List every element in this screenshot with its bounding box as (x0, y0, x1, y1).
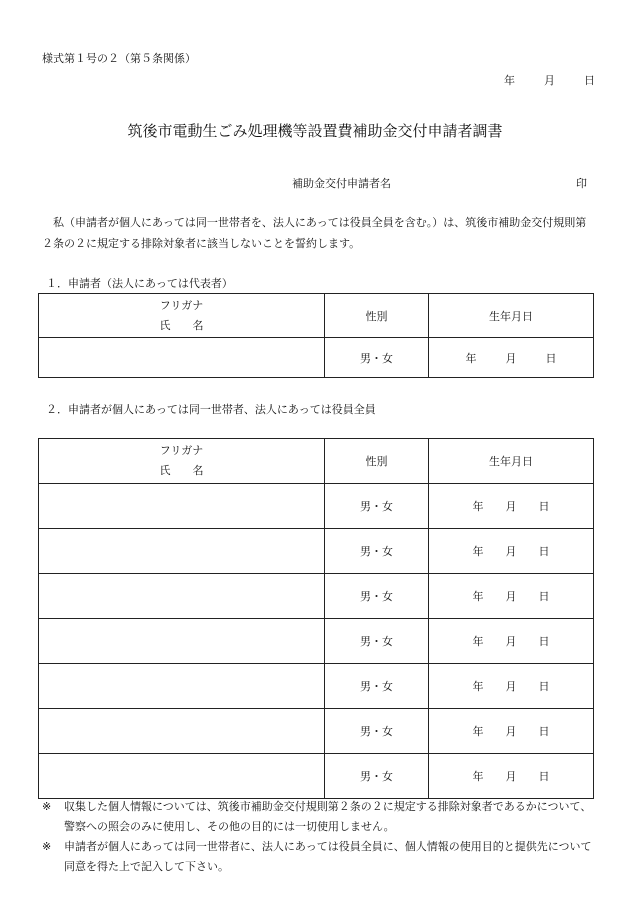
dob-year: 年 (472, 590, 484, 603)
member-dob[interactable] (429, 709, 594, 754)
dob-year: 年 (472, 545, 484, 558)
date-header (504, 72, 595, 88)
dob-year: 年 (465, 351, 477, 365)
member-name-cell[interactable] (39, 484, 325, 529)
header-dob-label: 生年月日 (429, 439, 594, 484)
header-name-cell (39, 294, 325, 338)
applicant-gender[interactable]: 男・女 (325, 338, 429, 378)
member-name-cell[interactable] (39, 664, 325, 709)
member-name-cell[interactable] (39, 529, 325, 574)
household-table (38, 438, 594, 799)
dob-day: 日 (538, 725, 550, 738)
member-dob[interactable] (429, 574, 594, 619)
table-row (39, 619, 594, 664)
header-gender-label: 性別 (325, 439, 429, 484)
member-name-cell[interactable] (39, 574, 325, 619)
section1-heading: １．申請者（法人にあっては代表者） (46, 277, 233, 290)
member-dob[interactable] (429, 619, 594, 664)
furigana-label: フリガナ (159, 444, 204, 457)
dob-month: 月 (505, 725, 517, 738)
member-gender[interactable]: 男・女 (325, 574, 429, 619)
declaration-text: 私（申請者が個人にあっては同一世帯者を、法人にあっては役員全員を含む。）は、筑後市補助金交付規則第２条の２に規定する排除対象者に該当しないことを誓約します。 (42, 216, 587, 250)
dob-month: 月 (505, 680, 517, 693)
table-row (39, 754, 594, 799)
dob-year: 年 (472, 725, 484, 738)
header-gender-label: 性別 (325, 294, 429, 338)
member-dob[interactable] (429, 664, 594, 709)
member-gender[interactable]: 男・女 (325, 754, 429, 799)
dob-day: 日 (538, 770, 550, 783)
date-day-label: 日 (584, 74, 595, 87)
name-label: 氏 名 (159, 464, 204, 477)
dob-year: 年 (472, 635, 484, 648)
member-gender[interactable]: 男・女 (325, 529, 429, 574)
dob-day: 日 (538, 590, 550, 603)
applicant-name-cell[interactable] (39, 338, 325, 378)
table-row (39, 529, 594, 574)
applicant-name-label: 補助金交付申請者名 (292, 177, 391, 190)
notes (42, 797, 602, 877)
form-number: 様式第１号の２（第５条関係） (42, 52, 196, 65)
dob-day: 日 (545, 351, 557, 365)
section2-heading: ２．申請者が個人にあっては同一世帯者、法人にあっては役員全員 (46, 403, 376, 416)
member-gender[interactable]: 男・女 (325, 484, 429, 529)
dob-month: 月 (505, 351, 517, 365)
date-month-label: 月 (544, 74, 555, 87)
dob-year: 年 (472, 770, 484, 783)
member-dob[interactable] (429, 529, 594, 574)
page-title: 筑後市電動生ごみ処理機等設置費補助金交付申請者調書 (127, 122, 503, 140)
header-dob-label: 生年月日 (429, 294, 594, 338)
header-name-cell (39, 439, 325, 484)
dob-month: 月 (505, 500, 517, 513)
note-mark: ※ (42, 800, 52, 813)
member-gender[interactable]: 男・女 (325, 664, 429, 709)
member-name-cell[interactable] (39, 709, 325, 754)
dob-year: 年 (472, 500, 484, 513)
seal-mark: 印 (576, 177, 587, 190)
dob-day: 日 (538, 680, 550, 693)
table-row (39, 574, 594, 619)
member-name-cell[interactable] (39, 619, 325, 664)
note-mark: ※ (42, 840, 52, 853)
note-item (42, 837, 602, 877)
note-text: 収集した個人情報については、筑後市補助金交付規則第２条の２に規定する排除対象者であるかについて、警察への照会のみに使用し、その他の目的には一切使用しません。 (64, 800, 592, 833)
table-row (39, 664, 594, 709)
note-item (42, 797, 602, 837)
dob-day: 日 (538, 635, 550, 648)
applicant-dob[interactable] (429, 338, 594, 378)
dob-day: 日 (538, 500, 550, 513)
member-gender[interactable]: 男・女 (325, 709, 429, 754)
member-name-cell[interactable] (39, 754, 325, 799)
dob-year: 年 (472, 680, 484, 693)
member-dob[interactable] (429, 754, 594, 799)
applicant-table (38, 293, 594, 378)
note-text: 申請者が個人にあっては同一世帯者に、法人にあっては役員全員に、個人情報の使用目的と提供先について同意を得た上で記入して下さい。 (64, 840, 592, 873)
member-gender[interactable]: 男・女 (325, 619, 429, 664)
dob-month: 月 (505, 635, 517, 648)
dob-month: 月 (505, 590, 517, 603)
table-row (39, 709, 594, 754)
dob-day: 日 (538, 545, 550, 558)
table-row (39, 484, 594, 529)
name-label: 氏 名 (159, 318, 204, 332)
furigana-label: フリガナ (159, 298, 204, 312)
member-dob[interactable] (429, 484, 594, 529)
date-year-label: 年 (504, 74, 515, 87)
dob-month: 月 (505, 545, 517, 558)
dob-month: 月 (505, 770, 517, 783)
